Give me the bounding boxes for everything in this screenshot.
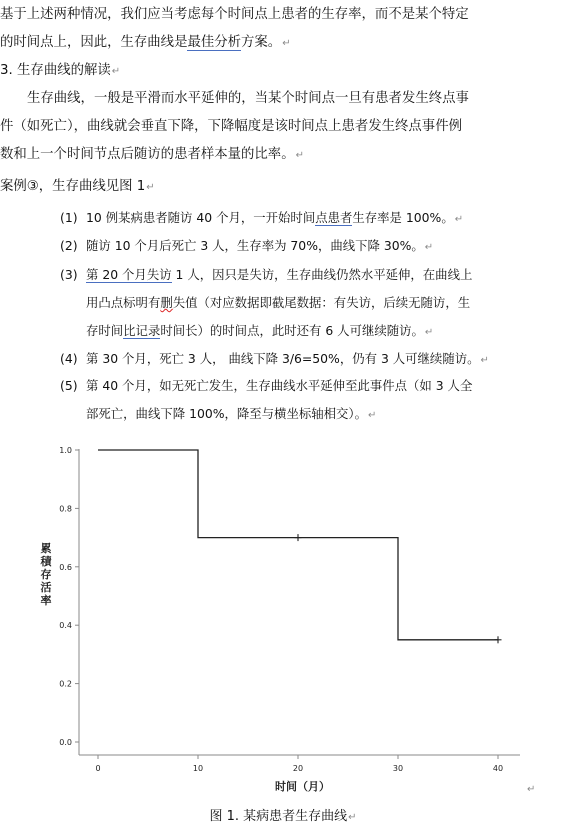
- paragraph-mark: ↵: [454, 214, 464, 225]
- y-tick-label: 1.0: [59, 446, 72, 455]
- paragraph-mark: ↵: [424, 327, 434, 338]
- section-para-line-3: 数和上一个时间节点后随访的患者样本量的比率。↵: [0, 147, 304, 162]
- list-item: 第 40 个月，如无死亡发生，生存曲线水平延伸至此事件点（如 3 人全: [86, 378, 473, 393]
- list-item-number: (2): [60, 238, 78, 253]
- list-item-number: (1): [60, 210, 78, 225]
- misspelled-word: 删: [160, 295, 173, 310]
- underlined-phrase: 点患者: [315, 210, 353, 225]
- underlined-phrase: 比记录: [123, 323, 161, 338]
- paragraph-mark: ↵: [282, 38, 291, 49]
- x-tick-label: 10: [192, 764, 204, 773]
- list-item-continuation: 存时间比记录时间长）的时间点，此时还有 6 人可继续随访。↵: [86, 323, 434, 338]
- list-item-number: (3): [60, 267, 78, 282]
- paragraph-mark: ↵: [527, 784, 536, 795]
- y-tick-label: 0.6: [59, 562, 72, 572]
- x-tick-label: 20: [292, 764, 304, 773]
- figure-caption: 图 1. 某病患者生存曲线↵: [209, 809, 357, 824]
- y-tick-label: 0.2: [59, 679, 72, 689]
- chart-axes: [75, 449, 520, 759]
- y-axis-label-char: 率: [40, 594, 52, 607]
- y-axis-label-char: 存: [40, 568, 52, 581]
- section-para-line-2: 件（如死亡），曲线就会垂直下降，下降幅度是该时间点上患者发生终点事件例: [0, 119, 462, 134]
- section-heading: 3. 生存曲线的解读↵: [0, 63, 121, 78]
- chart-series: [98, 450, 502, 643]
- y-axis-label-char: 積: [40, 555, 52, 568]
- intro-line-1: 基于上述两种情况，我们应当考虑每个时间点上患者的生存率，而不是某个特定: [0, 7, 469, 22]
- list-item-continuation: 用凸点标明有删失值（对应数据即截尾数据：有失访，后续无随访，生: [86, 295, 471, 310]
- paragraph-mark: ↵: [424, 242, 434, 253]
- paragraph-mark: ↵: [480, 355, 489, 366]
- list-item: 第 20 个月失访 1 人，因只是失访，生存曲线仍然水平延伸，在曲线上: [86, 267, 473, 282]
- list-item-number: (4): [60, 351, 78, 366]
- y-axis-label-char: 活: [40, 581, 52, 594]
- paragraph-mark: ↵: [367, 410, 377, 421]
- paragraph-mark: ↵: [348, 812, 357, 823]
- survival-chart-svg: [0, 432, 566, 802]
- intro-line-2: 的时间点上，因此，生存曲线是最佳分析方案。↵: [0, 35, 291, 50]
- section-para-line-1: 生存曲线，一般是平滑而水平延伸的，当某个时间点一旦有患者发生终点事: [27, 91, 469, 106]
- list-item: 第 30 个月，死亡 3 人， 曲线下降 3/6=50%，仍有 3 人可继续随访。↵: [86, 351, 489, 366]
- y-axis-label-char: 累: [40, 542, 52, 555]
- paragraph-mark: ↵: [146, 182, 155, 193]
- paragraph-mark: ↵: [111, 66, 121, 77]
- underlined-phrase: 第 20 个月失访: [86, 267, 172, 282]
- case-heading: 案例③，生存曲线见图 1↵: [0, 179, 155, 194]
- underlined-phrase: 最佳分析: [187, 35, 242, 50]
- y-tick-label: 0.8: [59, 504, 72, 514]
- list-item: 随访 10 个月后死亡 3 人，生存率为 70%，曲线下降 30%。↵: [86, 238, 434, 253]
- list-item-number: (5): [60, 378, 78, 393]
- survival-step-line: [98, 450, 498, 640]
- y-tick-label: 0.4: [59, 621, 72, 631]
- list-item: 10 例某病患者随访 40 个月，一开始时间点患者生存率是 100%。↵: [86, 210, 464, 225]
- list-item-continuation: 部死亡，曲线下降 100%，降至与横坐标轴相交）。↵: [86, 406, 377, 421]
- paragraph-mark: ↵: [295, 150, 304, 161]
- survival-chart: [0, 432, 566, 802]
- x-tick-label: 30: [392, 764, 404, 773]
- x-tick-label: 40: [492, 764, 504, 773]
- chart-labels: [40, 446, 504, 793]
- x-tick-label: 0: [95, 764, 101, 773]
- x-axis-label: 时间（月）: [275, 780, 330, 793]
- y-tick-label: 0.0: [59, 738, 72, 747]
